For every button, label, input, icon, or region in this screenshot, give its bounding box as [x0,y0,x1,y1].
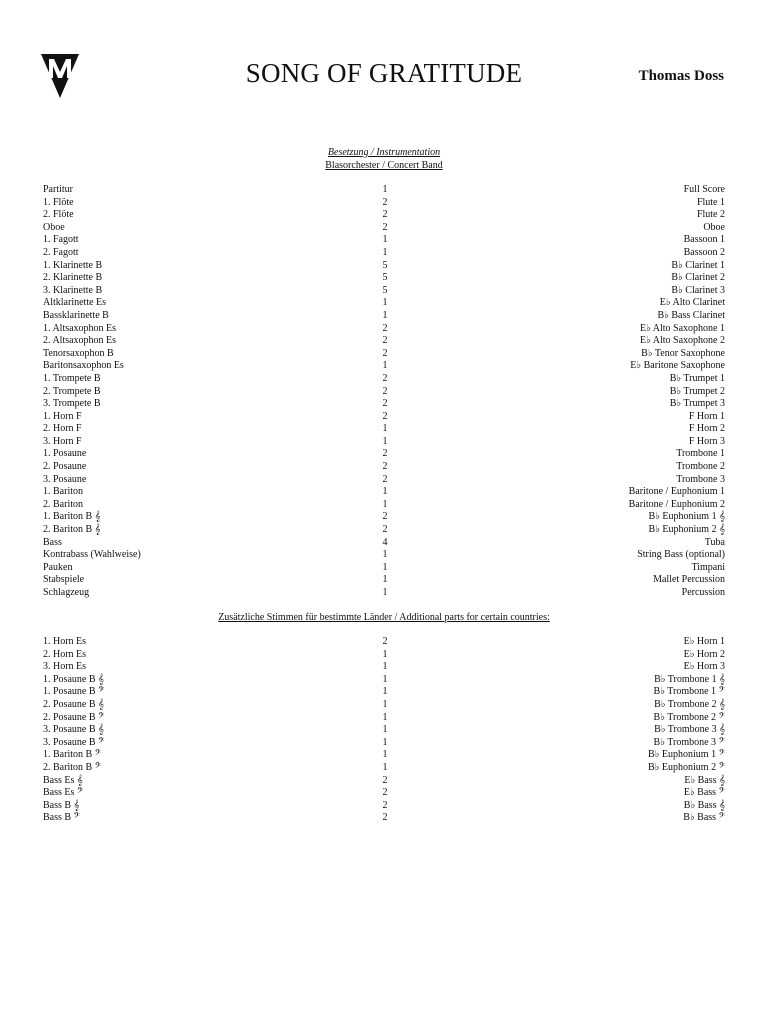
part-name-english: F Horn 1 [688,410,725,422]
part-row [0,411,768,424]
part-quantity: 2 [382,398,388,410]
part-row [0,699,768,712]
part-quantity: 2 [382,322,388,334]
part-name-english: B♭ Euphonium 1 𝄢 [648,749,725,761]
part-row [0,436,768,449]
part-quantity: 1 [382,587,388,598]
part-quantity: 1 [382,749,388,761]
part-quantity: 5 [382,272,388,284]
part-quantity: 1 [382,724,388,736]
part-quantity: 1 [382,184,388,195]
part-name-english: B♭ Trombone 1 𝄞 [654,673,725,685]
part-name-german: Bass B 𝄞 [43,799,80,811]
part-name-english: Tuba [704,536,725,548]
part-name-english: E♭ Baritone Saxophone [630,360,725,372]
part-row [0,310,768,323]
part-name-german: 3. Posaune [43,473,87,485]
part-name-german: 2. Posaune B 𝄞 [43,698,104,710]
part-row [0,247,768,260]
part-name-german: Kontrabass (Wahlweise) [43,549,141,561]
part-name-english: Bassoon 2 [683,246,725,258]
part-name-german: 3. Klarinette B [43,284,103,296]
part-row [0,549,768,562]
part-name-german: 1. Bariton B 𝄢 [43,749,102,761]
part-quantity: 1 [382,234,388,246]
part-quantity: 1 [382,246,388,258]
part-row [0,486,768,499]
part-name-english: B♭ Trumpet 3 [669,398,725,410]
part-name-german: 1. Posaune B 𝄞 [43,673,104,685]
part-quantity: 1 [382,435,388,447]
additional-parts-heading [0,612,768,625]
part-row [0,737,768,750]
part-name-german: 1. Klarinette B [43,259,103,271]
part-name-german: 1. Horn F [43,410,82,422]
part-quantity: 2 [382,347,388,359]
part-row [0,260,768,273]
part-name-german: 3. Horn Es [43,661,87,673]
part-name-english: Mallet Percussion [653,574,725,586]
part-name-english: Baritone / Euphonium 1 [628,486,725,498]
part-quantity: 2 [382,410,388,422]
part-name-english: Oboe [703,221,725,233]
part-row [0,812,768,825]
part-name-english: Timpani [691,561,725,573]
part-row [0,323,768,336]
part-quantity: 1 [382,561,388,573]
part-name-english: B♭ Trombone 1 𝄢 [653,686,725,698]
part-name-german: 2. Altsaxophon Es [43,335,117,347]
part-quantity: 2 [382,511,388,523]
part-name-german: Altklarinette Es [43,297,107,309]
part-quantity: 1 [382,309,388,321]
additional-parts-list [0,636,768,825]
part-name-german: 1. Horn Es [43,636,87,647]
part-name-german: Stabspiele [43,574,85,586]
part-row [0,587,768,600]
part-row [0,636,768,649]
part-name-german: 2. Posaune [43,461,87,473]
part-name-english: E♭ Alto Saxophone 1 [640,322,725,334]
part-quantity: 1 [382,711,388,723]
part-row [0,272,768,285]
part-quantity: 1 [382,698,388,710]
part-quantity: 1 [382,297,388,309]
part-row [0,524,768,537]
part-row [0,686,768,699]
part-name-english: B♭ Bass Clarinet [657,309,725,321]
part-row [0,448,768,461]
part-name-english: E♭ Bass 𝄞 [684,774,725,786]
part-row [0,222,768,235]
part-name-german: 2. Bariton [43,498,83,510]
part-name-german: 1. Posaune B 𝄢 [43,686,105,698]
part-quantity: 1 [382,574,388,586]
part-name-german: Bassklarinette B [43,309,109,321]
part-quantity: 1 [382,486,388,498]
part-quantity: 5 [382,284,388,296]
part-name-english: B♭ Clarinet 2 [671,272,725,284]
part-name-german: Bass [43,536,62,548]
part-name-german: 3. Trompete B [43,398,101,410]
part-quantity: 1 [382,661,388,673]
part-name-german: Tenorsaxophon B [43,347,114,359]
composer-name: Thomas Doss [638,68,724,84]
part-quantity: 2 [382,787,388,799]
part-quantity: 1 [382,498,388,510]
part-row [0,762,768,775]
part-name-english: B♭ Trombone 2 𝄢 [653,711,725,723]
part-name-german: 2. Bariton B 𝄢 [43,761,102,773]
part-name-german: 3. Horn F [43,435,82,447]
part-name-english: F Horn 3 [688,435,725,447]
part-row [0,712,768,725]
part-name-german: 1. Bariton [43,486,83,498]
part-name-english: E♭ Alto Clarinet [659,297,725,309]
part-name-german: 2. Flöte [43,209,74,221]
part-row [0,285,768,298]
part-quantity: 1 [382,360,388,372]
part-quantity: 2 [382,448,388,460]
instrumentation-heading-subtitle: Blasorchester / Concert Band [325,159,443,171]
part-name-german: Pauken [43,561,73,573]
part-row [0,499,768,512]
part-row [0,775,768,788]
part-name-english: B♭ Clarinet 1 [671,259,725,271]
part-quantity: 1 [382,549,388,561]
part-row [0,474,768,487]
part-quantity: 2 [382,812,388,824]
part-name-german: 2. Horn Es [43,648,87,660]
part-quantity: 2 [382,461,388,473]
part-name-english: F Horn 2 [688,423,725,435]
part-name-english: Trombone 2 [676,461,725,473]
part-name-english: B♭ Trumpet 1 [669,372,725,384]
instrumentation-list [0,184,768,600]
part-name-german: 2. Bariton B 𝄞 [43,524,101,536]
part-quantity: 1 [382,761,388,773]
part-name-english: E♭ Horn 2 [683,648,725,660]
part-row [0,360,768,373]
part-name-english: E♭ Bass 𝄢 [683,787,725,799]
instrumentation-heading [0,147,768,172]
part-name-english: B♭ Euphonium 1 𝄞 [648,511,725,523]
part-name-english: Baritone / Euphonium 2 [628,498,725,510]
part-name-german: 2. Horn F [43,423,82,435]
page-title: SONG OF GRATITUDE [245,58,523,88]
part-row [0,373,768,386]
part-name-english: E♭ Horn 1 [683,636,725,647]
part-row [0,574,768,587]
part-name-german: 2. Posaune B 𝄢 [43,711,105,723]
part-row [0,674,768,687]
part-row [0,348,768,361]
part-row [0,787,768,800]
part-name-german: 3. Posaune B 𝄞 [43,724,104,736]
part-row [0,386,768,399]
part-name-english: B♭ Bass 𝄞 [683,799,725,811]
part-name-german: Bass B 𝄢 [43,812,80,824]
part-row [0,562,768,575]
part-row [0,335,768,348]
part-row [0,398,768,411]
part-name-german: Baritonsaxophon Es [43,360,124,372]
part-quantity: 5 [382,259,388,271]
part-name-english: B♭ Trombone 3 𝄢 [653,736,725,748]
part-name-german: 1. Altsaxophon Es [43,322,117,334]
part-name-german: 1. Fagott [43,234,79,246]
part-name-english: B♭ Euphonium 2 𝄞 [648,524,725,536]
part-name-english: Bassoon 1 [683,234,725,246]
part-row [0,197,768,210]
part-name-german: 1. Bariton B 𝄞 [43,511,101,523]
part-name-english: B♭ Trombone 3 𝄞 [654,724,725,736]
part-name-german: 2. Klarinette B [43,272,103,284]
part-name-german: Bass Es 𝄢 [43,787,84,799]
part-name-english: String Bass (optional) [637,549,725,561]
part-name-english: B♭ Trombone 2 𝄞 [654,698,725,710]
part-row [0,749,768,762]
part-quantity: 2 [382,799,388,811]
part-row [0,661,768,674]
part-quantity: 1 [382,673,388,685]
part-name-german: 3. Posaune B 𝄢 [43,736,105,748]
part-quantity: 1 [382,423,388,435]
part-quantity: 2 [382,209,388,221]
part-row [0,234,768,247]
part-name-english: E♭ Alto Saxophone 2 [640,335,725,347]
part-name-german: Bass Es 𝄞 [43,774,83,786]
part-row [0,800,768,813]
part-name-english: Full Score [683,184,725,195]
part-quantity: 2 [382,774,388,786]
part-name-german: Oboe [43,221,65,233]
part-quantity: 4 [382,536,388,548]
part-name-english: B♭ Trumpet 2 [669,385,725,397]
part-row [0,461,768,474]
part-row [0,297,768,310]
part-row [0,511,768,524]
part-name-german: Partitur [43,184,73,195]
part-quantity: 2 [382,473,388,485]
part-name-english: Flute 2 [696,209,725,221]
part-name-german: 1. Flöte [43,196,74,208]
part-quantity: 1 [382,686,388,698]
part-name-english: Percussion [681,587,725,598]
part-name-english: B♭ Bass 𝄢 [683,812,725,824]
part-name-german: 1. Posaune [43,448,87,460]
additional-parts-heading-text: Zusätzliche Stimmen für bestimmte Länder / Additional parts for certain countries: [218,612,550,623]
part-quantity: 2 [382,196,388,208]
part-name-english: E♭ Horn 3 [683,661,725,673]
part-quantity: 2 [382,524,388,536]
part-quantity: 2 [382,372,388,384]
part-name-german: 2. Trompete B [43,385,101,397]
part-row [0,724,768,737]
part-quantity: 2 [382,335,388,347]
part-row [0,537,768,550]
part-row [0,423,768,436]
part-name-english: Trombone 3 [676,473,725,485]
part-name-german: Schlagzeug [43,587,90,598]
part-row [0,209,768,222]
part-name-english: Trombone 1 [676,448,725,460]
part-row [0,184,768,197]
part-quantity: 2 [382,385,388,397]
part-quantity: 1 [382,736,388,748]
instrumentation-heading-title: Besetzung / Instrumentation [327,147,441,158]
part-name-german: 2. Fagott [43,246,79,258]
part-quantity: 1 [382,648,388,660]
part-name-german: 1. Trompete B [43,372,101,384]
part-quantity: 2 [382,221,388,233]
part-name-english: B♭ Clarinet 3 [671,284,725,296]
part-quantity: 2 [382,636,388,647]
part-name-english: B♭ Euphonium 2 𝄢 [648,761,725,773]
part-name-english: Flute 1 [696,196,725,208]
part-row [0,649,768,662]
part-name-english: B♭ Tenor Saxophone [641,347,725,359]
